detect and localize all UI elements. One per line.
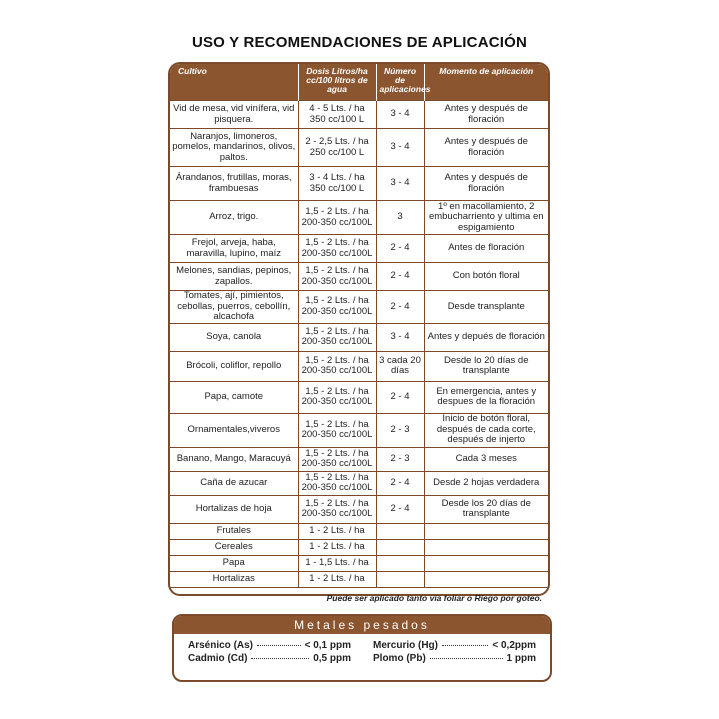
- cell-cultivo: Frejol, arveja, haba, maravilla, lupino, maíz: [170, 235, 298, 263]
- cell-cultivo: Caña de azucar: [170, 471, 298, 495]
- heavy-metals-grid: [174, 634, 550, 664]
- table-row: [170, 291, 548, 324]
- metal-value: 0,5 ppm: [313, 653, 351, 664]
- cell-dosis: 1,5 - 2 Lts. / ha 200-350 cc/100L: [298, 447, 376, 471]
- cell-dosis: 1,5 - 2 Lts. / ha 200-350 cc/100L: [298, 263, 376, 291]
- cell-cultivo: Ornamentales,viveros: [170, 413, 298, 447]
- table-row: [170, 471, 548, 495]
- header-dosis: Dosis Litros/ha cc/100 litros de agua: [298, 64, 376, 101]
- cell-cultivo: Melones, sandias, pepinos, zapallos.: [170, 263, 298, 291]
- cell-aplicaciones: [376, 523, 424, 539]
- table-row: [170, 167, 548, 201]
- dotted-leader: [442, 645, 488, 646]
- cell-momento: [424, 571, 548, 587]
- metal-item: [373, 640, 536, 651]
- table-row: [170, 571, 548, 587]
- cell-cultivo: Brócoli, coliflor, repollo: [170, 351, 298, 381]
- cell-cultivo: Papa: [170, 555, 298, 571]
- metal-value: < 0,1 ppm: [304, 640, 351, 651]
- dotted-leader: [251, 658, 309, 659]
- cell-cultivo: Árandanos, frutillas, moras, frambuesas: [170, 167, 298, 201]
- cell-momento: Antes y después de floración: [424, 101, 548, 129]
- table-row: [170, 323, 548, 351]
- table-row: [170, 351, 548, 381]
- cell-momento: [424, 555, 548, 571]
- cell-dosis: 1,5 - 2 Lts. / ha 200-350 cc/100L: [298, 413, 376, 447]
- cell-dosis: 1,5 - 2 Lts. / ha 200-350 cc/100L: [298, 291, 376, 324]
- cell-aplicaciones: 2 - 4: [376, 263, 424, 291]
- cell-aplicaciones: 3 cada 20 días: [376, 351, 424, 381]
- cell-dosis: 2 - 2,5 Lts. / ha 250 cc/100 L: [298, 129, 376, 167]
- cell-aplicaciones: 2 - 4: [376, 291, 424, 324]
- cell-aplicaciones: 3 - 4: [376, 167, 424, 201]
- table-row: [170, 201, 548, 235]
- cell-aplicaciones: [376, 539, 424, 555]
- metal-name: Cadmio (Cd): [188, 653, 248, 664]
- cell-momento: Cada 3 meses: [424, 447, 548, 471]
- heavy-metals-box: [172, 614, 552, 682]
- cell-momento: Desde transplante: [424, 291, 548, 324]
- cell-cultivo: Papa, camote: [170, 381, 298, 413]
- table-row: [170, 447, 548, 471]
- cell-cultivo: Frutales: [170, 523, 298, 539]
- dotted-leader: [430, 658, 503, 659]
- table-row: [170, 413, 548, 447]
- cell-dosis: 1,5 - 2 Lts. / ha 200-350 cc/100L: [298, 235, 376, 263]
- cell-aplicaciones: 3: [376, 201, 424, 235]
- metal-item: [188, 640, 351, 651]
- metal-name: Plomo (Pb): [373, 653, 426, 664]
- cell-momento: [424, 539, 548, 555]
- heavy-metals-title: Metales pesados: [174, 616, 550, 634]
- metal-name: Arsénico (As): [188, 640, 254, 651]
- recommendations-table: [168, 62, 550, 596]
- table-row: [170, 235, 548, 263]
- table-row: [170, 523, 548, 539]
- table-body: [170, 101, 548, 588]
- cell-momento: Antes y después de floración: [424, 167, 548, 201]
- cell-aplicaciones: 2 - 4: [376, 381, 424, 413]
- cell-aplicaciones: 3 - 4: [376, 323, 424, 351]
- table-row: [170, 495, 548, 523]
- cell-aplicaciones: 2 - 4: [376, 235, 424, 263]
- cell-aplicaciones: [376, 571, 424, 587]
- cell-cultivo: Vid de mesa, vid vinífera, vid pisquera.: [170, 101, 298, 129]
- cell-dosis: 1 - 1,5 Lts. / ha: [298, 555, 376, 571]
- cell-cultivo: Naranjos, limoneros, pomelos, mandarinos, olivos, paltos.: [170, 129, 298, 167]
- table-header-row: [170, 64, 548, 101]
- table-row: [170, 381, 548, 413]
- cell-cultivo: Tomates, ají, pimientos, cebollas, puerros, cebollín, alcachofa: [170, 291, 298, 324]
- cell-dosis: 1 - 2 Lts. / ha: [298, 539, 376, 555]
- cell-cultivo: Arroz, trigo.: [170, 201, 298, 235]
- cell-momento: Desde 2 hojas verdadera: [424, 471, 548, 495]
- cell-aplicaciones: 2 - 4: [376, 495, 424, 523]
- table-row: [170, 539, 548, 555]
- header-momento: Momento de aplicación: [424, 64, 548, 101]
- table-row: [170, 129, 548, 167]
- table-row: [170, 555, 548, 571]
- cell-dosis: 4 - 5 Lts. / ha 350 cc/100 L: [298, 101, 376, 129]
- cell-momento: Antes y después de floración: [424, 129, 548, 167]
- cell-dosis: 1 - 2 Lts. / ha: [298, 523, 376, 539]
- cell-cultivo: Hortalizas de hoja: [170, 495, 298, 523]
- cell-dosis: 1,5 - 2 Lts. / ha 200-350 cc/100L: [298, 471, 376, 495]
- metal-value: < 0,2ppm: [492, 640, 536, 651]
- metal-name: Mercurio (Hg): [373, 640, 438, 651]
- table-row: [170, 101, 548, 129]
- cell-momento: Antes de floración: [424, 235, 548, 263]
- header-aplicaciones: Número de aplicaciones: [376, 64, 424, 101]
- cell-aplicaciones: 2 - 4: [376, 471, 424, 495]
- metal-value: 1 ppm: [506, 653, 536, 664]
- dotted-leader: [257, 645, 301, 646]
- cell-dosis: 1,5 - 2 Lts. / ha 200-350 cc/100L: [298, 201, 376, 235]
- cell-dosis: 1,5 - 2 Lts. / ha 200-350 cc/100L: [298, 495, 376, 523]
- cell-momento: [424, 523, 548, 539]
- cell-aplicaciones: 2 - 3: [376, 413, 424, 447]
- cell-momento: Con botón floral: [424, 263, 548, 291]
- header-cultivo: Cultivo: [170, 64, 298, 101]
- cell-momento: Desde lo 20 días de transplante: [424, 351, 548, 381]
- page-title: USO Y RECOMENDACIONES DE APLICACIÓN: [191, 34, 528, 51]
- table-row: [170, 263, 548, 291]
- metal-item: [188, 653, 351, 664]
- application-note: Puede ser aplicado tanto vía foliar o Riego por goteo.: [326, 593, 542, 603]
- cell-momento: Inicio de botón floral, después de cada corte, después de injerto: [424, 413, 548, 447]
- cell-cultivo: Banano, Mango, Maracuyá: [170, 447, 298, 471]
- cell-cultivo: Cereales: [170, 539, 298, 555]
- cell-aplicaciones: 2 - 3: [376, 447, 424, 471]
- cell-momento: Desde los 20 días de transplante: [424, 495, 548, 523]
- cell-cultivo: Hortalizas: [170, 571, 298, 587]
- cell-momento: Antes y depués de floración: [424, 323, 548, 351]
- cell-aplicaciones: 3 - 4: [376, 101, 424, 129]
- cell-dosis: 1 - 2 Lts. / ha: [298, 571, 376, 587]
- cell-aplicaciones: [376, 555, 424, 571]
- cell-dosis: 1,5 - 2 Lts. / ha 200-350 cc/100L: [298, 351, 376, 381]
- cell-cultivo: Soya, canola: [170, 323, 298, 351]
- cell-dosis: 3 - 4 Lts. / ha 350 cc/100 L: [298, 167, 376, 201]
- cell-dosis: 1,5 - 2 Lts. / ha 200-350 cc/100L: [298, 323, 376, 351]
- cell-aplicaciones: 3 - 4: [376, 129, 424, 167]
- metal-item: [373, 653, 536, 664]
- cell-momento: En emergencia, antes y despues de la floración: [424, 381, 548, 413]
- cell-momento: 1º en macollamiento, 2 embucharriento y ultima en espigamiento: [424, 201, 548, 235]
- cell-dosis: 1,5 - 2 Lts. / ha 200-350 cc/100L: [298, 381, 376, 413]
